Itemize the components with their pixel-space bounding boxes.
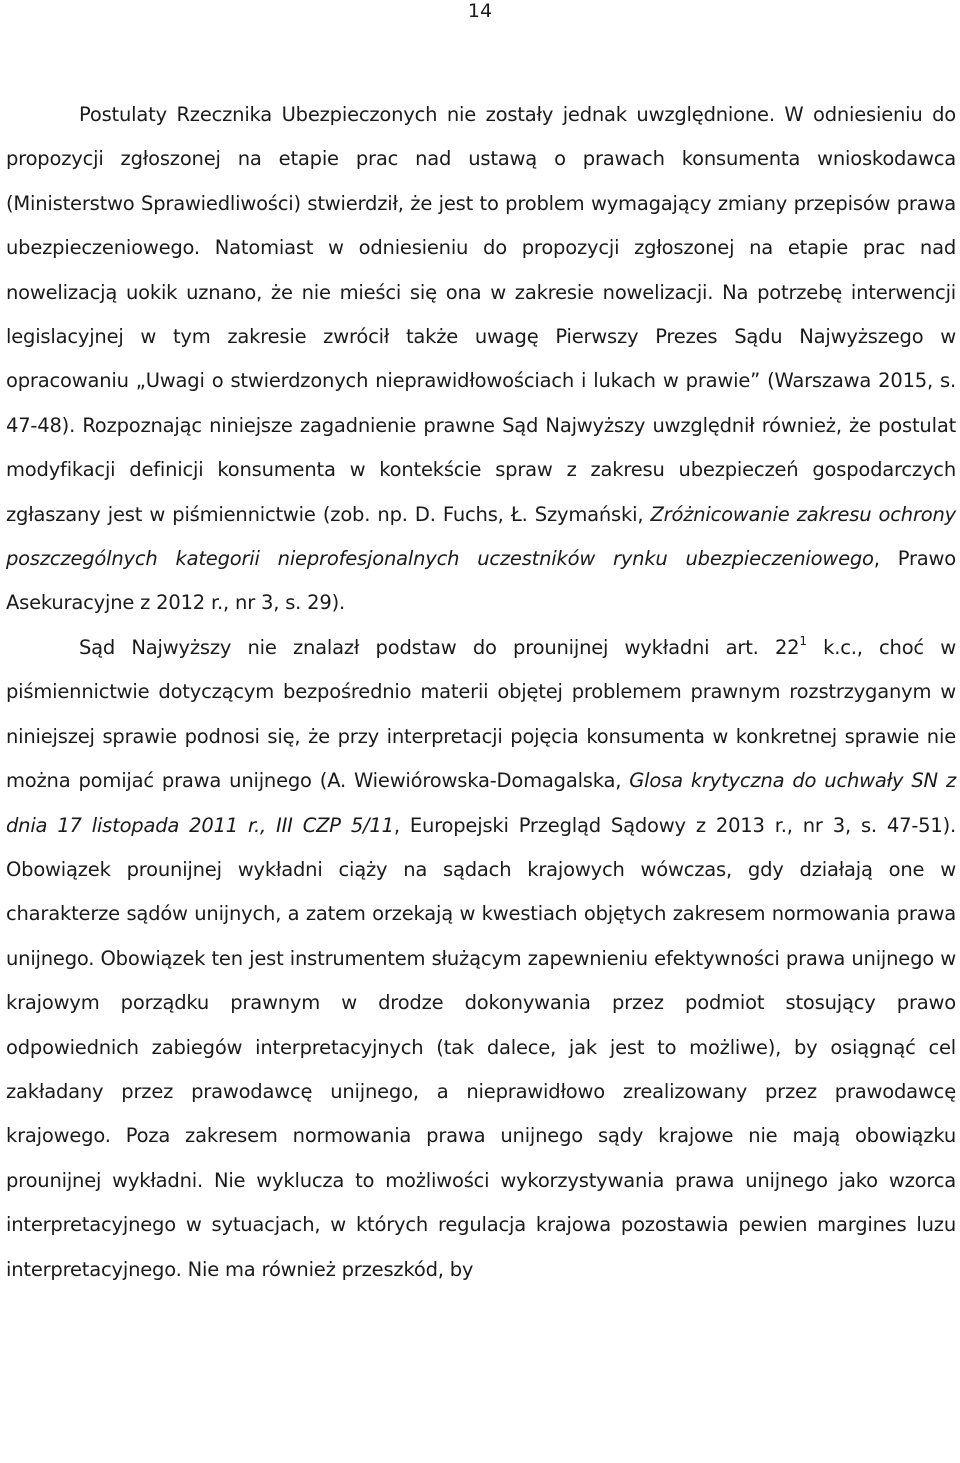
- document-body: [6, 93, 956, 1292]
- article-superscript: 1: [799, 633, 807, 648]
- page-number: 14: [467, 0, 493, 22]
- paragraph-2-sentence-2: k.c., choć w piśmiennictwie dotyczącym bezpośrednio materii objętej problemem prawnym rozstrzyganym w niniejszej sprawie podnosi się, że przy interpretacji pojęcia konsumenta w konkretnej sprawie nie można pomijać prawa unijnego (A. Wiewiórowska-Domagalska,: [6, 635, 956, 793]
- cited-work-title-1: Zróżnicowanie zakresu ochrony poszczególnych kategorii nieprofesjonalnych uczestników rynku ubezpieczeniowego: [6, 502, 956, 571]
- paragraph-2-sentence-3: Obowiązek prounijnej wykładni ciąży na sądach krajowych wówczas, gdy działają one w charakterze sądów unijnych, a zatem orzekają w kwestiach objętych zakresem normowania prawa unijnego.: [6, 857, 956, 970]
- paragraph-2-sentence-4: Obowiązek ten jest instrumentem służącym zapewnieniu efektywności prawa unijnego w krajowym porządku prawnym w drodze dokonywania przez podmiot stosujący prawo odpowiednich zabiegów interpretacyjnych (tak dalece, jak jest to możliwe), by osiągnąć cel zakładany przez prawodawcę unijnego, a nieprawidłowo zrealizowany przez prawodawcę krajowego.: [6, 946, 956, 1148]
- paragraph-2: [6, 626, 956, 1292]
- citation-1-details: , Prawo Asekuracyjne z 2012 r., nr 3, s. 29).: [6, 547, 956, 615]
- paragraph-2-sentence-5: Poza zakresem normowania prawa unijnego sądy krajowe nie mają obowiązku prounijnej wykładni.: [6, 1124, 956, 1192]
- paragraph-2-sentence-6: Nie wyklucza to możliwości wykorzystywania prawa unijnego jako wzorca interpretacyjnego w sytuacjach, w których regulacja krajowa pozostawia pewien margines luzu interpretacyjnego.: [6, 1168, 957, 1281]
- paragraph-1-sentence-2: Natomiast w odniesieniu do propozycji zgłoszonej na etapie prac nad nowelizacją uokik uznano, że nie mieści się ona w zakresie nowelizacji.: [6, 236, 957, 304]
- citation-2-details: , Europejski Przegląd Sądowy z 2013 r., nr 3, s. 47-51).: [393, 813, 956, 837]
- paragraph-2-sentence-7: Nie ma również przeszkód, by: [187, 1257, 474, 1281]
- paragraph-1-sentence-1: Postulaty Rzecznika Ubezpieczonych nie zostały jednak uwzględnione. W odniesieniu do propozycji zgłoszonej na etapie prac nad ustawą o prawach konsumenta wnioskodawca (Ministerstwo Sprawiedliwości) stwierdził, że jest to problem wymagający zmiany przepisów prawa ubezpieczeniowego.: [6, 103, 956, 260]
- cited-work-title-2: Glosa krytyczna do uchwały SN z dnia 17 listopada 2011 r., III CZP 5/11: [6, 769, 956, 837]
- paragraph-2-sentence-1: Sąd Najwyższy nie znalazł podstaw do prounijnej wykładni art. 22: [79, 635, 800, 659]
- paragraph-1-sentence-3: Na potrzebę interwencji legislacyjnej w tym zakresie zwrócił także uwagę Pierwszy Prezes Sądu Najwyższego w opracowaniu „Uwagi o stwierdzonych nieprawidłowościach i lukach w prawie” (Warszawa 2015, s. 47-48).: [6, 280, 957, 437]
- paragraph-1: [6, 93, 956, 626]
- paragraph-1-sentence-4: Rozpoznając niniejsze zagadnienie prawne Sąd Najwyższy uwzględnił również, że postulat modyfikacji definicji konsumenta w kontekście spraw z zakresu ubezpieczeń gospodarczych zgłaszany jest w piśmiennictwie (zob. np. D. Fuchs, Ł. Szymański,: [6, 413, 957, 526]
